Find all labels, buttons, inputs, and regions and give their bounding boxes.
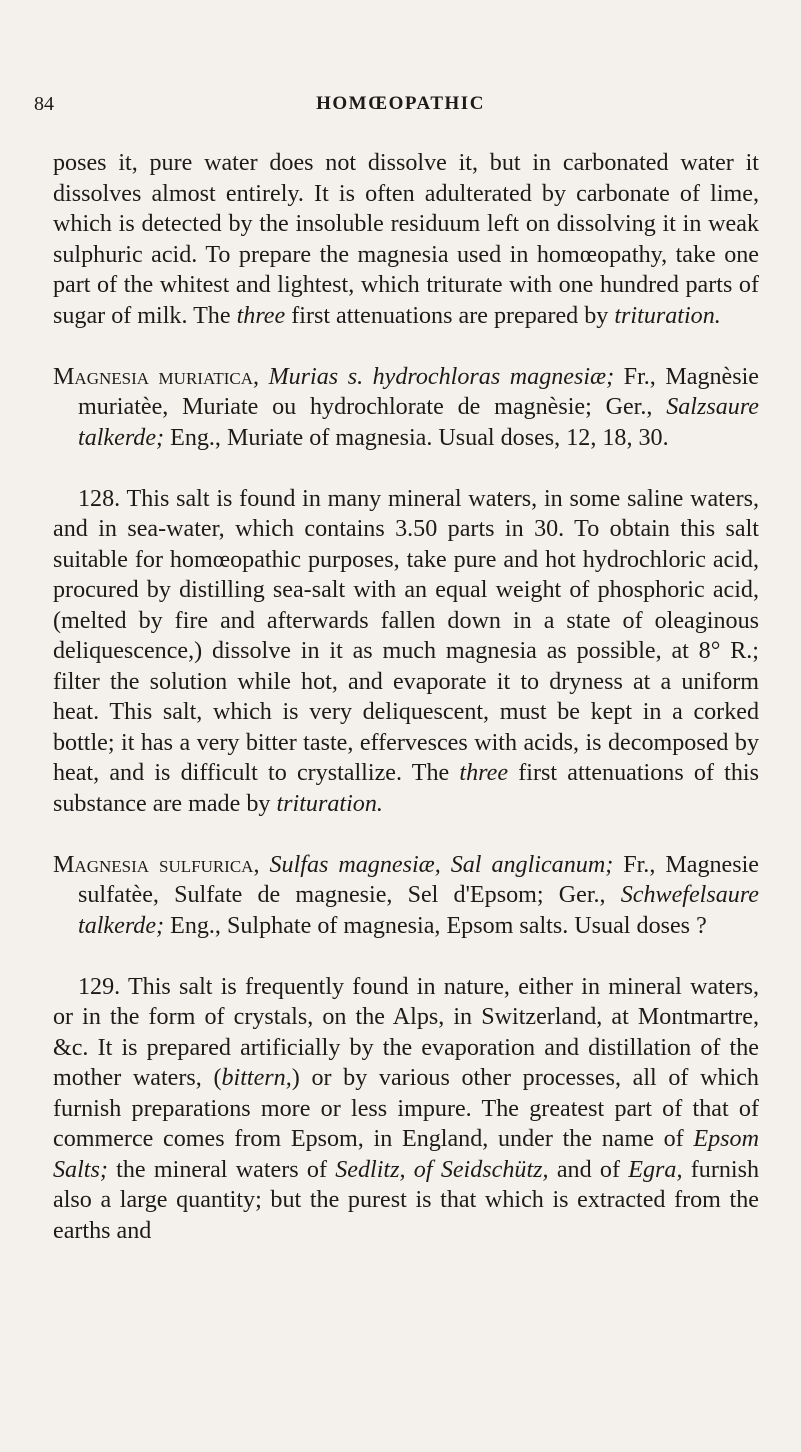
entry-magnesia-sulfurica xyxy=(53,850,759,942)
text-run: the mineral waters of xyxy=(107,1156,336,1183)
paragraph-128 xyxy=(53,484,759,820)
italic-term: Epsom Salts; xyxy=(53,1126,759,1183)
italic-term: three xyxy=(236,302,286,329)
latin-name: Sulfas magnesiæ, Sal anglicanum; xyxy=(269,851,614,878)
italic-term: trituration. xyxy=(276,790,383,817)
text-run: 128. This salt is found in many mineral waters, in some saline waters, and in sea-water, which contains 3.50 parts in 30. To obtain this salt suitable for homœopathic purposes, take pure and hot hydrochloric acid, procured by distilling sea-salt with an equal weight of phosphoric acid, (melted by fire and afterwards fallen down in a state of oleaginous deliquescence,) dissolve in it as much magnesia as possible, at 8° R.; filter the solution while hot, and evaporate it to dryness at a uniform heat. This salt, which is very deliquescent, must be kept in a corked bottle; it has a very bitter taste, effervesces with acids, is decomposed by heat, and is difficult to crystallize. The xyxy=(53,485,759,786)
italic-term: bittern, xyxy=(221,1065,292,1091)
text-run: ) or by various other processes, all of which furnish preparations more or less impure. The greatest part of that of commerce comes from Epsom, in England, under the name of xyxy=(53,1065,759,1152)
text-run: first attenuations are prepared by xyxy=(285,302,615,329)
italic-term: Sedlitz, of Seidschütz, xyxy=(335,1156,549,1183)
running-title: HOMŒOPATHIC xyxy=(316,93,485,114)
text-run: Eng., Muriate of magnesia. Usual doses, 12, 18, 30. xyxy=(164,424,669,451)
text-run: and of xyxy=(548,1156,629,1183)
entry-magnesia-muriatica xyxy=(53,362,759,454)
german-name: Schwefelsaure talkerde; xyxy=(78,882,759,939)
text-run: first attenuations of this substance are made by xyxy=(53,760,759,817)
italic-term: Egra, xyxy=(628,1156,683,1183)
paragraph-129 xyxy=(53,972,759,1247)
page-header xyxy=(34,93,767,121)
text-run: furnish also a large quantity; but the purest is that which is extracted from the earths and xyxy=(53,1156,760,1244)
italic-term: trituration. xyxy=(614,302,721,329)
body-text xyxy=(53,148,759,1246)
text-run: Fr., Magnesie sulfatèe, Sulfate de magnesie, Sel d'Epsom; Ger., xyxy=(78,851,759,908)
italic-term: three xyxy=(459,760,509,786)
page-number: 84 xyxy=(34,93,54,115)
paragraph-continuation xyxy=(53,148,759,331)
german-name: Salzsaure talkerde; xyxy=(78,394,759,451)
text-run: 129. This salt is frequently found in nature, either in mineral waters, or in the form of crystals, on the Alps, in Switzerland, at Montmartre, &c. It is prepared artificially by the evaporation and distillation of the mother waters, ( xyxy=(53,973,759,1091)
text-run: poses it, pure water does not dissolve it, but in carbonated water it dissolves almost entirely. It is often adulterated by carbonate of lime, which is detected by the insoluble residuum left on dissolving it in weak sulphuric acid. To prepare the magnesia used in homœopathy, take one part of the whitest and lightest, which triturate with one hundred parts of sugar of milk. The xyxy=(53,150,759,329)
latin-name: Murias s. hydrochloras magnesiæ; xyxy=(268,363,615,390)
entry-title: Magnesia sulfurica, xyxy=(53,851,260,878)
entry-title: Magnesia muriatica, xyxy=(53,363,260,390)
text-run: Fr., Magnèsie muriatèe, Muriate ou hydrochlorate de magnèsie; Ger., xyxy=(78,363,759,420)
text-run: Eng., Sulphate of magnesia, Epsom salts. Usual doses ? xyxy=(164,912,707,939)
